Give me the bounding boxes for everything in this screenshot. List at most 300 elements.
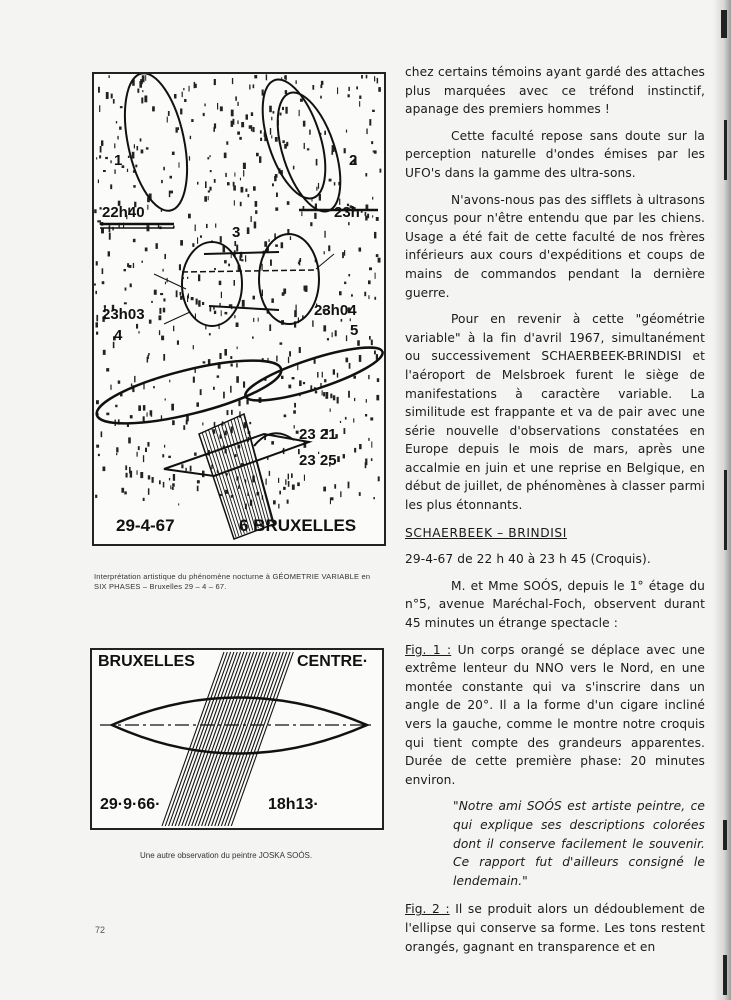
- star-dot: [116, 453, 117, 455]
- star-dot: [266, 479, 267, 485]
- star-dot: [309, 130, 311, 135]
- paragraph: chez certains témoins ayant gardé des attaches plus marquées avec ce tréfond instinctif, apanage des premiers hommes !: [405, 65, 705, 117]
- star-dot: [96, 400, 99, 404]
- star-dot: [168, 111, 170, 116]
- star-dot: [245, 189, 247, 192]
- star-dot: [119, 127, 122, 130]
- star-dot: [266, 74, 267, 80]
- star-dot: [335, 330, 337, 336]
- star-dot: [103, 467, 106, 472]
- star-dot: [124, 491, 127, 494]
- star-dot: [368, 438, 369, 441]
- star-dot: [156, 243, 158, 249]
- star-dot: [206, 224, 208, 228]
- star-dot: [197, 182, 199, 185]
- star-dot: [159, 315, 162, 320]
- star-dot: [159, 308, 161, 314]
- star-dot: [143, 455, 144, 462]
- star-dot: [281, 376, 284, 379]
- star-dot: [315, 391, 317, 394]
- star-dot: [224, 349, 227, 356]
- star-dot: [133, 263, 134, 268]
- quote: "Notre ami SOÓS est artiste peintre, ce qui explique ses descriptions colorées dont il conserve facilement le souvenir. Ce rapport fut d'ailleurs consigné le lendemain.": [453, 799, 705, 888]
- figure-1-date: 29-4-67: [116, 516, 175, 535]
- star-dot: [234, 315, 235, 318]
- star-dot: [271, 298, 274, 303]
- paragraph: M. et Mme SOÓS, depuis le 1° étage du n°5, avenue Maréchal-Foch, observent durant 45 minutes un étrange spectacle :: [405, 578, 705, 631]
- star-dot: [120, 106, 123, 108]
- star-dot: [105, 157, 108, 159]
- star-dot: [236, 245, 238, 252]
- star-dot: [97, 220, 99, 222]
- star-dot: [96, 332, 98, 335]
- star-dot: [239, 402, 241, 406]
- star-dot: [163, 482, 165, 488]
- star-dot: [317, 372, 318, 378]
- star-dot: [165, 282, 166, 285]
- star-dot: [361, 75, 363, 79]
- star-dot: [305, 286, 308, 292]
- star-dot: [371, 340, 373, 346]
- star-dot: [334, 484, 336, 489]
- star-dot: [178, 127, 179, 130]
- star-dot: [234, 172, 235, 176]
- star-dot: [231, 364, 233, 367]
- star-dot: [204, 104, 205, 107]
- star-dot: [170, 176, 173, 179]
- time-label-23h: 23h: [334, 204, 360, 221]
- star-dot: [377, 78, 379, 84]
- star-dot: [140, 472, 143, 478]
- star-dot: [253, 84, 255, 88]
- time-label-23h03: 23h03: [102, 306, 145, 323]
- time-label-23-25: 23 25: [299, 452, 337, 469]
- star-dot: [344, 428, 346, 434]
- star-dot: [103, 170, 106, 172]
- star-dot: [226, 141, 228, 145]
- star-dot: [209, 155, 210, 157]
- star-dot: [348, 222, 350, 225]
- star-dot: [143, 416, 145, 421]
- star-dot: [356, 86, 358, 89]
- star-dot: [189, 86, 190, 92]
- star-dot: [142, 90, 143, 92]
- star-dot: [209, 187, 211, 191]
- star-dot: [106, 92, 109, 99]
- star-dot: [180, 296, 182, 300]
- star-dot: [200, 389, 202, 395]
- star-dot: [132, 152, 135, 159]
- star-dot: [138, 405, 141, 411]
- star-dot: [147, 205, 148, 210]
- star-dot: [179, 264, 181, 270]
- star-dot: [366, 399, 367, 403]
- star-dot: [147, 355, 149, 359]
- star-dot: [365, 212, 367, 216]
- star-dot: [169, 380, 170, 383]
- section-heading: SCHAERBEEK – BRINDISI: [405, 525, 567, 540]
- star-dot: [237, 102, 238, 106]
- star-dot: [125, 465, 127, 470]
- star-dot: [374, 297, 376, 300]
- star-dot: [143, 405, 146, 411]
- star-dot: [378, 476, 380, 481]
- star-dot: [278, 478, 279, 483]
- star-dot: [369, 336, 371, 340]
- beam-line: [208, 429, 241, 535]
- star-dot: [172, 483, 175, 487]
- edge-mark: [723, 955, 727, 995]
- star-dot: [94, 284, 96, 286]
- star-dot: [278, 504, 279, 509]
- star-dot: [322, 390, 323, 395]
- star-dot: [224, 260, 227, 263]
- star-dot: [237, 347, 238, 350]
- star-dot: [198, 274, 200, 281]
- paragraph: [405, 641, 705, 790]
- star-dot: [252, 127, 254, 132]
- star-dot: [351, 294, 353, 296]
- star-dot: [168, 456, 171, 458]
- star-dot: [190, 466, 192, 472]
- star-dot: [275, 244, 278, 247]
- star-dot: [143, 498, 145, 501]
- star-dot: [241, 259, 243, 261]
- star-dot: [191, 119, 193, 122]
- star-dot: [323, 392, 325, 396]
- star-dot: [140, 138, 142, 141]
- star-dot: [209, 333, 211, 335]
- star-dot: [239, 256, 241, 261]
- star-dot: [95, 291, 97, 294]
- star-dot: [323, 325, 326, 331]
- ray-line: [164, 312, 190, 324]
- star-dot: [294, 403, 296, 408]
- star-dot: [234, 200, 235, 205]
- beam-stripe: [202, 652, 264, 826]
- star-dot: [370, 417, 373, 420]
- star-dot: [359, 248, 362, 252]
- star-dot: [163, 269, 164, 272]
- star-dot: [202, 302, 204, 305]
- phase-label-2: 2: [349, 152, 358, 169]
- star-dot: [299, 110, 300, 116]
- star-dot: [137, 470, 138, 475]
- star-dot: [372, 197, 373, 200]
- phase-label-5: 5: [350, 322, 359, 339]
- star-dot: [101, 140, 103, 146]
- star-dot: [314, 359, 316, 364]
- star-dot: [314, 213, 316, 219]
- star-dot: [290, 236, 291, 240]
- star-dot: [205, 326, 206, 330]
- star-dot: [197, 480, 200, 483]
- star-dot: [275, 207, 278, 210]
- star-dot: [378, 87, 381, 92]
- star-dot: [275, 137, 278, 142]
- beam-line: [205, 431, 239, 536]
- star-dot: [111, 94, 113, 99]
- star-dot: [285, 107, 287, 114]
- star-dot: [106, 368, 109, 371]
- star-dot: [138, 331, 139, 333]
- star-dot: [341, 319, 343, 322]
- star-dot: [133, 239, 136, 242]
- star-dot: [255, 210, 257, 214]
- figure-2-area: CENTRE·: [297, 653, 369, 670]
- star-dot: [337, 87, 338, 94]
- star-dot: [147, 442, 149, 447]
- star-dot: [152, 477, 154, 483]
- star-dot: [134, 376, 135, 382]
- star-dot: [310, 222, 312, 226]
- star-dot: [284, 290, 286, 293]
- star-dot: [149, 320, 152, 324]
- star-dot: [221, 310, 222, 316]
- star-dot: [371, 141, 373, 144]
- star-dot: [140, 79, 143, 84]
- beam-stripe: [195, 652, 257, 826]
- star-dot: [288, 481, 290, 487]
- star-dot: [138, 446, 140, 450]
- star-dot: [182, 92, 183, 97]
- star-dot: [220, 236, 222, 243]
- star-dot: [371, 442, 372, 448]
- star-dot: [241, 187, 244, 193]
- star-dot: [344, 148, 346, 153]
- star-dot: [376, 395, 379, 401]
- star-dot: [215, 224, 216, 228]
- star-dot: [353, 376, 356, 379]
- star-dot: [292, 485, 295, 490]
- figure-2-caption: Une autre observation du peintre JOSKA SOÓS.: [140, 851, 313, 860]
- star-dot: [331, 497, 334, 500]
- star-dot: [253, 318, 254, 322]
- star-dot: [280, 113, 282, 116]
- star-dot: [224, 153, 227, 159]
- star-dot: [253, 296, 256, 300]
- star-dot: [304, 475, 305, 481]
- article-text-column: [405, 63, 705, 956]
- star-dot: [98, 454, 100, 456]
- star-dot: [102, 268, 104, 274]
- star-dot: [180, 240, 183, 246]
- star-dot: [110, 160, 111, 163]
- star-dot: [293, 166, 295, 170]
- star-dot: [214, 311, 216, 314]
- star-dot: [365, 414, 367, 417]
- star-dot: [237, 120, 238, 124]
- star-dot: [247, 227, 250, 234]
- star-dot: [332, 332, 333, 337]
- star-dot: [249, 85, 250, 90]
- star-dot: [288, 357, 289, 363]
- star-dot: [134, 144, 135, 148]
- star-dot: [292, 377, 295, 379]
- star-dot: [98, 180, 99, 184]
- star-dot: [203, 113, 205, 116]
- star-dot: [217, 103, 218, 110]
- figure-1-illustration: [92, 72, 386, 546]
- star-dot: [276, 356, 277, 362]
- star-dot: [203, 361, 206, 363]
- star-dot: [349, 363, 351, 369]
- star-dot: [191, 297, 194, 300]
- star-dot: [161, 336, 164, 341]
- star-dot: [163, 354, 165, 361]
- star-dot: [173, 474, 175, 481]
- star-dot: [324, 379, 326, 382]
- star-dot: [228, 264, 230, 267]
- star-dot: [365, 462, 367, 468]
- page-number: 72: [95, 925, 106, 935]
- star-dot: [240, 178, 241, 181]
- star-dot: [271, 441, 274, 445]
- star-dot: [255, 201, 258, 207]
- star-dot: [170, 485, 171, 489]
- phase-label-3: 3: [232, 224, 241, 241]
- star-dot: [210, 170, 212, 172]
- star-dot: [223, 392, 225, 399]
- star-dot: [312, 320, 313, 326]
- star-dot: [288, 385, 291, 389]
- star-dot: [145, 448, 147, 452]
- star-dot: [167, 117, 168, 123]
- star-dot: [323, 487, 326, 492]
- star-dot: [253, 186, 256, 190]
- paragraph: Pour en revenir à cette "géométrie variable" à la fin d'avril 1967, simultanément ou successivement SCHAERBEEK-BRINDISI et l'aéroport de Melsbroek furent le siège de manifestations à caractère variable. La similitude est frappante et va de pair avec une série nouvelle d'observations constatées en Europe depuis le mois de mars, après une accalmie en juin et une reprise en Belgique, en début de juillet, de phénomènes à classer parmi les plus étonnants.: [405, 312, 705, 513]
- star-dot: [345, 417, 347, 420]
- star-dot: [185, 468, 186, 471]
- star-dot: [281, 242, 284, 248]
- star-dot: [287, 500, 289, 504]
- star-dot: [96, 261, 98, 265]
- star-dot: [318, 183, 319, 189]
- star-dot: [172, 152, 175, 155]
- star-dot: [340, 421, 341, 423]
- star-dot: [359, 444, 362, 449]
- figure-2-illustration: [90, 648, 384, 830]
- star-dot: [121, 488, 124, 493]
- star-dot: [196, 299, 198, 305]
- star-dot: [249, 422, 251, 424]
- phase-1-ellipse: [114, 74, 198, 216]
- star-dot: [148, 488, 150, 495]
- star-dot: [368, 375, 369, 379]
- star-dot: [194, 84, 197, 88]
- star-dot: [131, 384, 132, 387]
- star-dot: [176, 290, 178, 297]
- star-dot: [227, 410, 229, 415]
- star-dot: [136, 324, 138, 329]
- beam-line: [202, 432, 236, 537]
- star-dot: [291, 473, 293, 478]
- star-dot: [359, 96, 361, 99]
- star-dot: [160, 293, 163, 295]
- figure-reference: Fig. 2 :: [405, 902, 450, 917]
- star-dot: [150, 410, 152, 415]
- star-dot: [126, 473, 128, 478]
- star-dot: [248, 194, 250, 197]
- star-dot: [186, 416, 189, 422]
- star-dot: [99, 155, 101, 158]
- star-dot: [365, 173, 367, 177]
- star-dot: [369, 119, 371, 126]
- star-dot: [375, 273, 376, 279]
- paragraph-text: Il se produit alors un dédoublement de l'ellipse qui conserve sa forme. Les tons restent orangés, gagnant en transparence et en: [405, 902, 705, 954]
- star-dot: [173, 326, 174, 332]
- star-dot: [227, 182, 230, 185]
- star-dot: [325, 392, 328, 399]
- star-dot: [114, 169, 115, 174]
- star-dot: [101, 431, 103, 437]
- star-dot: [183, 88, 184, 90]
- star-dot: [172, 487, 174, 490]
- star-dot: [95, 495, 97, 498]
- ray-line: [316, 254, 334, 269]
- star-dot: [343, 454, 345, 458]
- star-dot: [320, 96, 322, 99]
- star-dot: [193, 345, 194, 349]
- beam-stripe: [198, 652, 260, 826]
- figure-1-caption: Interprétation artistique du phénomène nocturne à GÉOMETRIE VARIABLE en SIX PHASES – Bruxelles 29 – 4 – 67.: [94, 572, 371, 591]
- star-dot: [270, 260, 272, 266]
- star-dot: [219, 353, 221, 359]
- star-dot: [233, 185, 236, 190]
- star-dot: [235, 96, 237, 100]
- star-dot: [373, 150, 374, 152]
- star-dot: [220, 106, 223, 111]
- star-dot: [205, 181, 207, 188]
- star-dot: [285, 479, 286, 485]
- star-dot: [171, 404, 174, 411]
- phase-3-axis: [182, 270, 314, 272]
- star-dot: [322, 372, 323, 378]
- star-dot: [333, 369, 335, 374]
- star-dot: [124, 269, 127, 271]
- star-dot: [141, 98, 143, 104]
- star-dot: [188, 214, 191, 219]
- star-dot: [269, 106, 272, 113]
- star-dot: [374, 351, 376, 355]
- star-dot: [114, 143, 115, 148]
- star-dot: [116, 121, 117, 123]
- star-dot: [346, 358, 349, 363]
- star-dot: [242, 300, 245, 307]
- star-dot: [164, 445, 165, 448]
- star-dot: [333, 395, 335, 400]
- star-dot: [219, 281, 222, 285]
- star-dot: [240, 202, 242, 206]
- phase-3-disc-right: [259, 234, 319, 324]
- star-dot: [163, 167, 165, 171]
- star-dot: [202, 422, 203, 425]
- star-dot: [127, 263, 129, 267]
- star-dot: [110, 385, 111, 390]
- star-dot: [128, 156, 130, 158]
- star-dot: [297, 482, 300, 486]
- star-dot: [246, 114, 249, 119]
- star-dot: [296, 80, 297, 84]
- star-dot: [197, 237, 198, 243]
- star-dot: [200, 235, 202, 237]
- star-dot: [324, 231, 325, 238]
- time-label-23h04: 23h04: [314, 302, 357, 319]
- star-dot: [303, 382, 305, 384]
- star-dot: [108, 251, 110, 256]
- star-dot: [246, 400, 248, 405]
- star-dot: [328, 245, 330, 251]
